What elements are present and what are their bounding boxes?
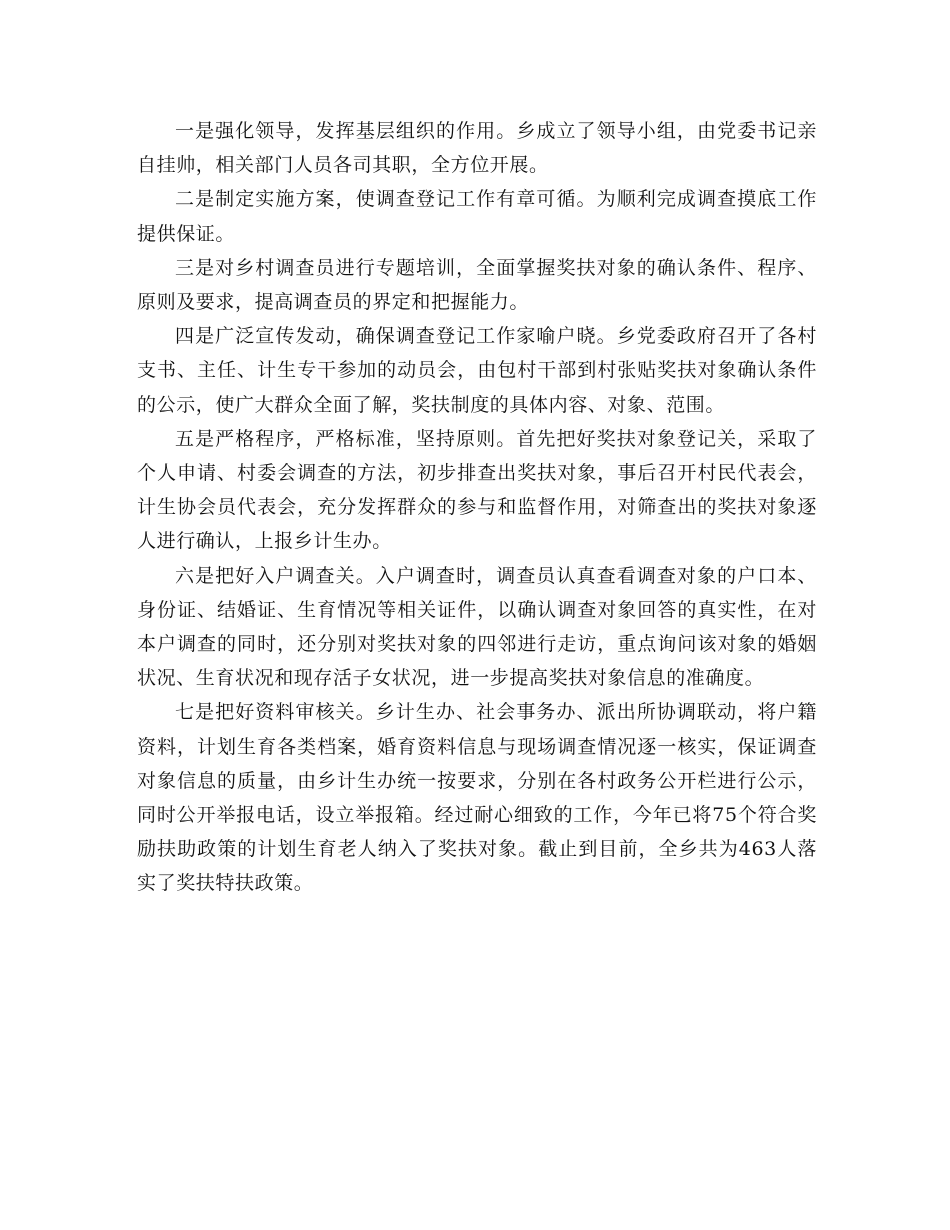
paragraph-3: 三是对乡村调查员进行专题培训，全面掌握奖扶对象的确认条件、程序、原则及要求，提高调查员的界定和把握能力。: [137, 256, 817, 314]
paragraph-1: 一是强化领导，发挥基层组织的作用。乡成立了领导小组，由党委书记亲自挂帅，相关部门人员各司其职，全方位开展。: [137, 120, 817, 177]
paragraph-6: 六是把好入户调查关。入户调查时，调查员认真查看调查对象的户口本、身份证、结婚证、生育情况等相关证件，以确认调查对象回答的真实性，在对本户调查的同时，还分别对奖扶对象的四邻进行走访，重点询问该对象的婚姻状况、生育状况和现存活子女状况，进一步提高奖扶对象信息的准确度。: [137, 564, 817, 690]
document-body: [137, 114, 817, 901]
paragraph-7: 七是把好资料审核关。乡计生办、社会事务办、派出所协调联动，将户籍资料，计划生育各类档案，婚育资料信息与现场调查情况逐一核实，保证调查对象信息的质量，由乡计生办统一按要求，分别在各村政务公开栏进行公示，同时公开举报电话，设立举报箱。经过耐心细致的工作，今年已将75个符合奖励扶助政策的计划生育老人纳入了奖扶对象。截止到目前，全乡共为463人落实了奖扶特扶政策。: [137, 701, 817, 895]
paragraph-5: 五是严格程序，严格标准，坚持原则。首先把好奖扶对象登记关，采取了个人申请、村委会调查的方法，初步排查出奖扶对象，事后召开村民代表会，计生协会员代表会，充分发挥群众的参与和监督作用，对筛查出的奖扶对象逐人进行确认，上报乡计生办。: [137, 427, 817, 553]
paragraph-2: 二是制定实施方案，使调查登记工作有章可循。为顺利完成调查摸底工作提供保证。: [137, 188, 817, 245]
paragraph-4: 四是广泛宣传发动，确保调查登记工作家喻户晓。乡党委政府召开了各村支书、主任、计生专干参加的动员会，由包村干部到村张贴奖扶对象确认条件的公示，使广大群众全面了解，奖扶制度的具体内容、对象、范围。: [137, 325, 817, 416]
